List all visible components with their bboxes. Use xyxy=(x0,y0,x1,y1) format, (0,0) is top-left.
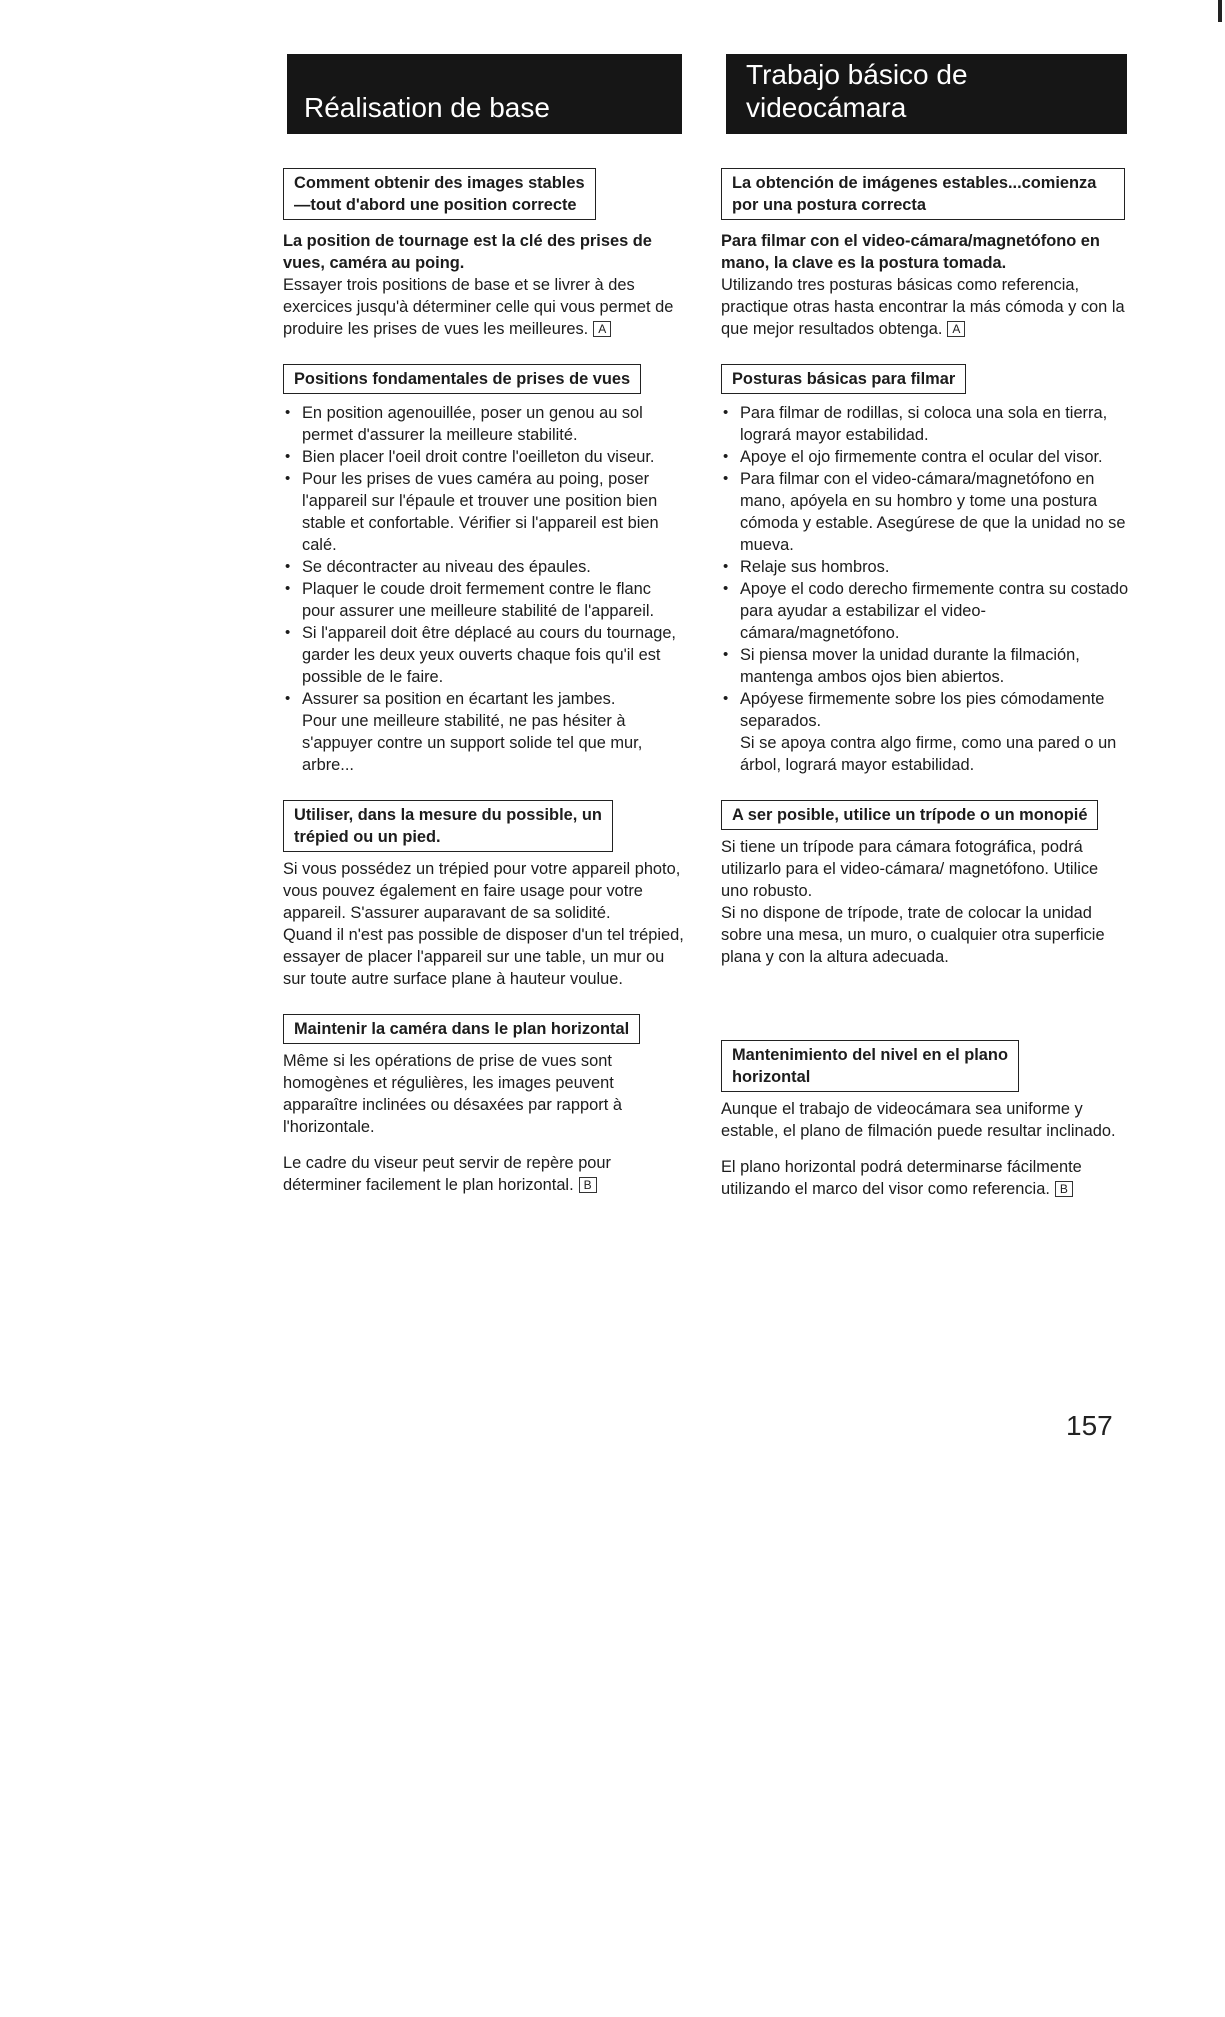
list-item: • Para filmar con el video-cámara/magnetófono en mano, apóyela en su hombro y tome una postura cómoda y estable. Asegúrese de que la unidad no se mueva. xyxy=(721,468,1129,556)
list-item: • Si l'appareil doit être déplacé au cours du tournage, garder les deux yeux ouverts chaque fois qu'il est possible de le faire. xyxy=(283,622,686,688)
list-item: • Se décontracter au niveau des épaules. xyxy=(283,556,686,578)
spanish-s1-text: Utilizando tres posturas básicas como referencia, practique otras hasta encontrar la más cómoda y con la que mejor resultados obtenga. xyxy=(721,276,1125,338)
list-item: • Si piensa mover la unidad durante la filmación, mantenga ambos ojos bien abiertos. xyxy=(721,644,1129,688)
french-s2-heading-box xyxy=(283,364,641,394)
spanish-s4-text: El plano horizontal podrá determinarse fácilmente utilizando el marco del visor como referencia. xyxy=(721,1158,1082,1198)
spanish-s4-heading-line1: Mantenimiento del nivel en el plano xyxy=(732,1046,1008,1064)
edge-mark xyxy=(1218,0,1222,22)
french-s4-paragraph1: Même si les opérations de prise de vues sont homogènes et régulières, les images peuvent apparaître inclinées ou désaxées par rapport à l'horizontale. xyxy=(283,1052,622,1136)
french-s1-text: Essayer trois positions de base et se livrer à des exercices jusqu'à déterminer celle qui vous permet de produire les prises de vues les meilleures. xyxy=(283,276,674,338)
list-item: • Assurer sa position en écartant les jambes. xyxy=(283,688,686,710)
french-s3-heading-line2: trépied ou un pied. xyxy=(294,828,441,846)
spanish-s3-heading-box xyxy=(721,800,1098,830)
list-item: • Relaje sus hombros. xyxy=(721,556,1129,578)
french-s4-heading: Maintenir la caméra dans le plan horizontal xyxy=(294,1020,630,1038)
french-s3-heading-box xyxy=(283,800,613,852)
spanish-s2-list xyxy=(721,402,1129,732)
list-item: • Pour les prises de vues caméra au poing, poser l'appareil sur l'épaule et trouver une position bien stable et confortable. Vérifier si l'appareil est bien calé. xyxy=(283,468,686,556)
french-s4-paragraph2 xyxy=(283,1152,686,1196)
french-s1-paragraph xyxy=(283,274,686,340)
spanish-s2-note: Si se apoya contra algo firme, como una pared o un árbol, logrará mayor estabilidad. xyxy=(740,734,1117,774)
spanish-s1-heading-box xyxy=(721,168,1125,220)
spanish-figure-b-tag: B xyxy=(1055,1181,1073,1197)
french-figure-b-tag: B xyxy=(579,1177,597,1193)
spanish-s2-heading: Posturas básicas para filmar xyxy=(732,370,956,388)
page-number: 157 xyxy=(1066,1410,1113,1441)
spanish-s2-heading-box xyxy=(721,364,966,394)
list-item: • Bien placer l'oeil droit contre l'oeilleton du viseur. xyxy=(283,446,686,468)
spanish-s1-paragraph xyxy=(721,274,1129,340)
french-s1-heading-box xyxy=(283,168,596,220)
list-item: • Para filmar de rodillas, si coloca una sola en tierra, logrará mayor estabilidad. xyxy=(721,402,1129,446)
spanish-banner-title-line2: videocámara xyxy=(746,92,907,123)
french-s3-paragraph2: Quand il n'est pas possible de disposer d'un tel trépied, essayer de placer l'appareil sur une table, un mur ou sur toute autre surface plane à hauteur voulue. xyxy=(283,926,684,988)
list-item: • Plaquer le coude droit fermement contre le flanc pour assurer une meilleure stabilité de l'appareil. xyxy=(283,578,686,622)
spanish-banner-title-line1: Trabajo básico de xyxy=(746,59,968,90)
spanish-s3-heading: A ser posible, utilice un trípode o un monopié xyxy=(732,806,1088,824)
list-item: • Apóyese firmemente sobre los pies cómodamente separados. xyxy=(721,688,1129,732)
french-s2-note: Pour une meilleure stabilité, ne pas hésiter à s'appuyer contre un support solide tel que mur, arbre... xyxy=(302,712,643,774)
french-column xyxy=(283,168,686,1196)
french-s2-list xyxy=(283,402,686,710)
french-s1-heading-line1: Comment obtenir des images stables xyxy=(294,174,585,192)
spanish-s4-paragraph2 xyxy=(721,1156,1129,1200)
spanish-s4-heading-box xyxy=(721,1040,1019,1092)
spanish-s1-lead: Para filmar con el video-cámara/magnetófono en mano, la clave es la postura tomada. xyxy=(721,232,1100,272)
french-s1-heading-line2: —tout d'abord une position correcte xyxy=(294,196,577,214)
french-s1-lead: La position de tournage est la clé des prises de vues, caméra au poing. xyxy=(283,232,652,272)
list-item: • En position agenouillée, poser un genou au sol permet d'assurer la meilleure stabilité. xyxy=(283,402,686,446)
spanish-s4-heading-line2: horizontal xyxy=(732,1068,811,1086)
french-s3-paragraph1: Si vous possédez un trépied pour votre appareil photo, vous pouvez également en faire usage pour votre appareil. S'assurer auparavant de sa solidité. xyxy=(283,860,681,922)
french-s3-heading-line1: Utiliser, dans la mesure du possible, un xyxy=(294,806,602,824)
french-figure-a-tag: A xyxy=(593,321,611,337)
french-banner-title: Réalisation de base xyxy=(304,92,550,123)
french-s2-heading: Positions fondamentales de prises de vues xyxy=(294,370,631,388)
spanish-s1-heading-line2: por una postura correcta xyxy=(732,196,926,214)
french-s4-heading-box xyxy=(283,1014,640,1044)
list-item: • Apoye el codo derecho firmemente contra su costado para ayudar a estabilizar el video-cámara/magnetófono. xyxy=(721,578,1129,644)
spanish-banner xyxy=(726,54,1127,134)
spanish-column xyxy=(721,168,1129,1200)
spanish-s3-paragraph2: Si no dispone de trípode, trate de colocar la unidad sobre una mesa, un muro, o cualquier otra superficie plana y con la altura adecuada. xyxy=(721,904,1105,966)
spanish-s3-paragraph1: Si tiene un trípode para cámara fotográfica, podrá utilizarlo para el video-cámara/ magnetófono. Utilice uno robusto. xyxy=(721,838,1099,900)
french-banner xyxy=(287,54,682,134)
spanish-s1-heading-line1: La obtención de imágenes estables...comienza xyxy=(732,174,1097,192)
french-s4-text: Le cadre du viseur peut servir de repère pour déterminer facilement le plan horizontal. xyxy=(283,1154,611,1194)
list-item: • Apoye el ojo firmemente contra el ocular del visor. xyxy=(721,446,1129,468)
spanish-s4-paragraph1: Aunque el trabajo de videocámara sea uniforme y estable, el plano de filmación puede resultar inclinado. xyxy=(721,1100,1116,1140)
spanish-figure-a-tag: A xyxy=(947,321,965,337)
